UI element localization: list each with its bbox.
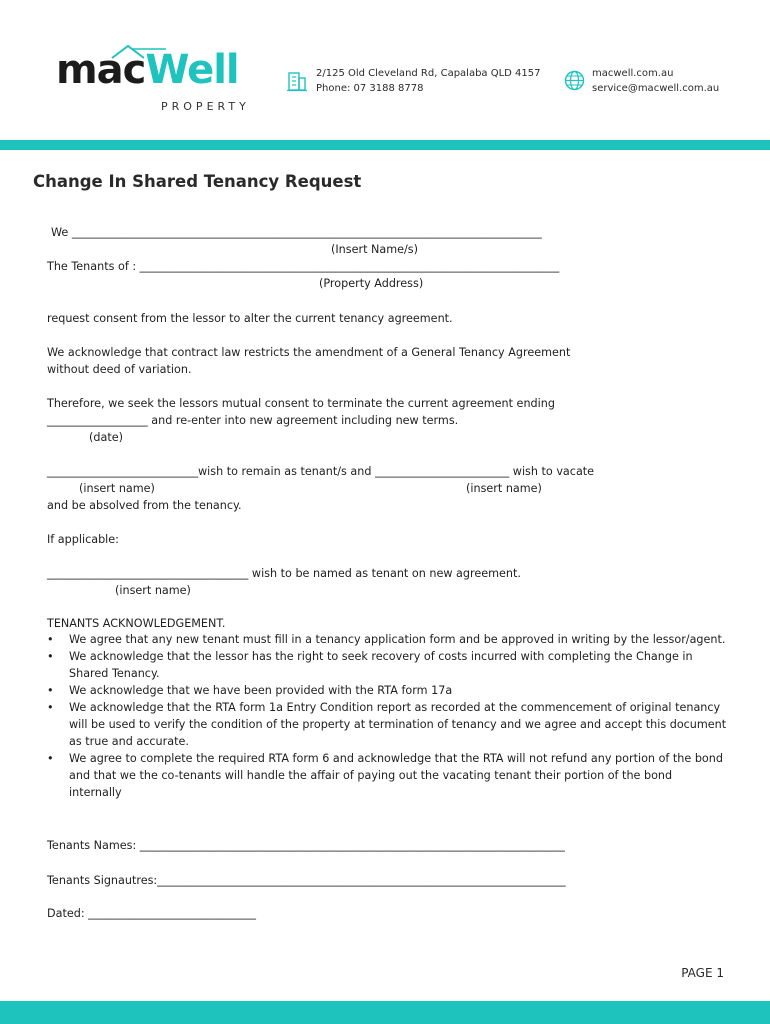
list-item: • We agree that any new tenant must fill in a tenancy application form and be approved in writing by the lessor/agent.	[47, 631, 727, 648]
list-item: • We acknowledge that we have been provided with the RTA form 17a	[47, 682, 727, 699]
page-title: Change In Shared Tenancy Request	[33, 172, 362, 191]
address-block	[316, 66, 541, 96]
property-address-label: (Property Address)	[319, 277, 424, 290]
top-accent-band	[0, 140, 770, 150]
absolved-text: and be absolved from the tenancy.	[47, 499, 242, 512]
tenants-names-field[interactable]: Tenants Names: ____________________________________________________________________________	[47, 839, 565, 852]
dated-field[interactable]: Dated: ______________________________	[47, 907, 256, 920]
tenants-signatures-field[interactable]: Tenants Signautres:_________________________________________________________________________	[47, 874, 566, 887]
bottom-accent-band	[0, 1001, 770, 1024]
contract-law-paragraph-line-2: without deed of variation.	[47, 363, 192, 376]
web-block	[592, 66, 719, 96]
globe-icon	[564, 70, 585, 91]
if-applicable-text: If applicable:	[47, 533, 119, 546]
insert-names-label: (Insert Name/s)	[331, 243, 418, 256]
phone-line: Phone: 07 3188 8778	[316, 83, 424, 94]
tenants-of-field-line[interactable]: The Tenants of : ___________________________________________________________________________	[47, 260, 560, 273]
insert-name-label-remain: (insert name)	[79, 482, 155, 495]
page-number: PAGE 1	[681, 966, 724, 980]
insert-name-label-vacate: (insert name)	[466, 482, 542, 495]
contract-law-paragraph-line-1: We acknowledge that contract law restricts the amendment of a General Tenancy Agreement	[47, 346, 571, 359]
end-date-field-line[interactable]: __________________ and re-enter into new agreement including new terms.	[47, 414, 459, 427]
we-field-line[interactable]: We ____________________________________________________________________________________	[51, 226, 542, 239]
ack-list	[47, 631, 727, 801]
insert-name-label-new: (insert name)	[115, 584, 191, 597]
address-line: 2/125 Old Cleveland Rd, Capalaba QLD 4157	[316, 68, 541, 79]
consent-paragraph: request consent from the lessor to alter the current tenancy agreement.	[47, 312, 453, 325]
macwell-logo	[56, 44, 271, 116]
letterhead	[0, 0, 770, 140]
email-link[interactable]: service@macwell.com.au	[592, 83, 720, 94]
date-label: (date)	[89, 431, 123, 444]
building-icon	[287, 70, 307, 92]
logo-wordmark: macWell	[56, 47, 239, 93]
website-link[interactable]: macwell.com.au	[592, 68, 674, 79]
logo-subtitle: PROPERTY	[161, 100, 250, 113]
ack-heading: TENANTS ACKNOWLEDGEMENT.	[47, 617, 226, 630]
new-tenant-field-line[interactable]: ____________________________________ wish to be named as tenant on new agreement.	[47, 567, 521, 580]
list-item: • We acknowledge that the RTA form 1a Entry Condition report as recorded at the commencement of original tenancy will be used to verify the condition of the property at termination of tenancy and we agree and accept this document as true and accurate.	[47, 699, 727, 750]
remain-vacate-field-line[interactable]: ___________________________wish to remain as tenant/s and ________________________ wish to vacate	[47, 465, 595, 478]
list-item: • We agree to complete the required RTA form 6 and acknowledge that the RTA will not refund any portion of the bond and that we the co-tenants will handle the affair of paying out the vacating tenant their portion of the bond internally	[47, 750, 727, 801]
terminate-paragraph-line-1: Therefore, we seek the lessors mutual consent to terminate the current agreement ending	[47, 397, 555, 410]
list-item: • We acknowledge that the lessor has the right to seek recovery of costs incurred with completing the Change in Shared Tenancy.	[47, 648, 727, 682]
